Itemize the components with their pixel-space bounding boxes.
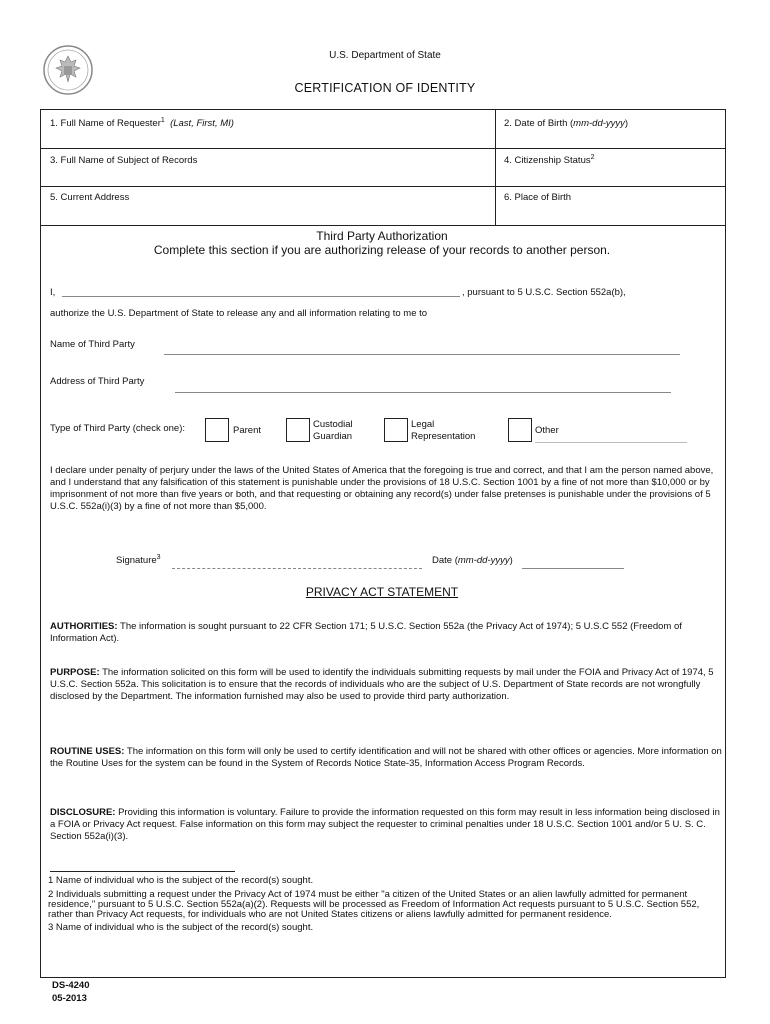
field-full-name-requester[interactable]: 1. Full Name of Requester$^1$ (Last, First, MI)	[50, 116, 234, 129]
legal-representation-checkbox[interactable]	[384, 418, 408, 442]
authorize-text: authorize the U.S. Department of State to release any and all information relating to me to	[50, 308, 428, 319]
date-line[interactable]	[522, 568, 624, 569]
field-citizenship-status[interactable]: 4. Citizenship Status$^2$	[504, 153, 595, 166]
footnote-2: 2 Individuals submitting a request under the Privacy Act of 1974 must be either "a citizen of the United States or an alien lawfully admitted for permanent residence," pursuant to 5 U.S.C. Section 552a(a)(2). Requests will be processed as Freedom of Information Act requests pursuant to 5 U.S.C. Section 552, rather than Privacy Act requests, for individuals who are not United States citizens or aliens lawfully admitted for permanent residence.	[48, 889, 700, 920]
declaration-text: I declare under penalty of perjury under the laws of the United States of America that the foregoing is true and correct, and that I am the person named above, and I understand that any falsification of this statement is punishable under the provisions of 18 U.S.C. Section 1001 by a fine of not more than $10,000 or by imprisonment of not more than five years or both, and that requesting or obtaining any record(s) under false pretenses is punishable under the provisions of 5 U.S.C. 552a(i)(3) by a fine of not more than $5,000.	[50, 465, 714, 512]
custodial-guardian-label: Custodial Guardian	[313, 419, 353, 442]
signature-label: Signature$^3$	[116, 553, 161, 566]
other-label: Other	[535, 425, 559, 436]
third-party-subheading: Complete this section if you are authorizing release of your records to another person.	[153, 243, 611, 257]
legal-representation-label: Legal Representation	[411, 419, 476, 442]
form-title: CERTIFICATION OF IDENTITY	[294, 81, 476, 95]
field-place-of-birth[interactable]: 6. Place of Birth	[504, 192, 572, 203]
routine-uses-paragraph: ROUTINE USES: The information on this form will only be used to certify identification and will not be shared with other offices or agencies. More information on the Routine Uses for the system can be found in the System of Records Notice State-35, Information Access Program Records.	[50, 746, 722, 769]
authorizer-name-line[interactable]	[62, 296, 460, 297]
third-party-address-label: Address of Third Party	[50, 376, 145, 387]
date-label: Date (mm-dd-yyyy)	[432, 555, 513, 566]
parent-checkbox[interactable]	[205, 418, 229, 442]
footnote-3: 3 Name of individual who is the subject of the record(s) sought.	[48, 922, 314, 933]
third-party-heading: Third Party Authorization	[316, 229, 448, 243]
department-name: U.S. Department of State	[329, 50, 441, 61]
other-checkbox[interactable]	[508, 418, 532, 442]
pursuant-text: , pursuant to 5 U.S.C. Section 552a(b),	[462, 287, 626, 298]
footnote-1: 1 Name of individual who is the subject of the record(s) sought.	[48, 875, 314, 886]
third-party-address-line[interactable]	[175, 392, 671, 393]
parent-label: Parent	[233, 425, 261, 436]
third-party-type-label: Type of Third Party (check one):	[50, 423, 185, 434]
other-specify-line[interactable]	[535, 442, 687, 443]
signature-line[interactable]	[172, 568, 422, 569]
form-number: DS-4240 05-2013	[52, 980, 90, 1004]
privacy-act-title: PRIVACY ACT STATEMENT	[305, 585, 459, 599]
disclosure-paragraph: DISCLOSURE: Providing this information is voluntary. Failure to provide the information requested on this form may result in less information being disclosed in a FOIA or Privacy Act request. False information on this form may subject the requester to criminal penalties under 18 U.S.C. Section 1001 and/or 5 U. S. C. Section 552a(i)(3).	[50, 807, 720, 842]
field-subject-of-records[interactable]: 3. Full Name of Subject of Records	[50, 155, 198, 166]
field-current-address[interactable]: 5. Current Address	[50, 192, 130, 203]
i-label: I,	[50, 287, 56, 298]
custodial-guardian-checkbox[interactable]	[286, 418, 310, 442]
purpose-paragraph: PURPOSE: The information solicited on this form will be used to identify the individuals submitting requests by mail under the FOIA and Privacy Act of 1974, 5 U.S.C. Section 552a. This solicitation is to ensure that the records of individuals who are the subject of U.S. Department of State records are not wrongfully disclosed by the Department. The information furnished may also be used to provide third party authorization.	[50, 667, 714, 702]
footnote-separator	[50, 871, 235, 872]
authorities-paragraph: AUTHORITIES: The information is sought pursuant to 22 CFR Section 171; 5 U.S.C. Section 552a (the Privacy Act of 1974); 5 U.S.C 552 (Freedom of Information Act).	[50, 621, 682, 644]
third-party-name-line[interactable]	[164, 354, 680, 355]
third-party-name-label: Name of Third Party	[50, 339, 135, 350]
field-date-of-birth[interactable]: 2. Date of Birth (mm-dd-yyyy)	[504, 118, 629, 129]
